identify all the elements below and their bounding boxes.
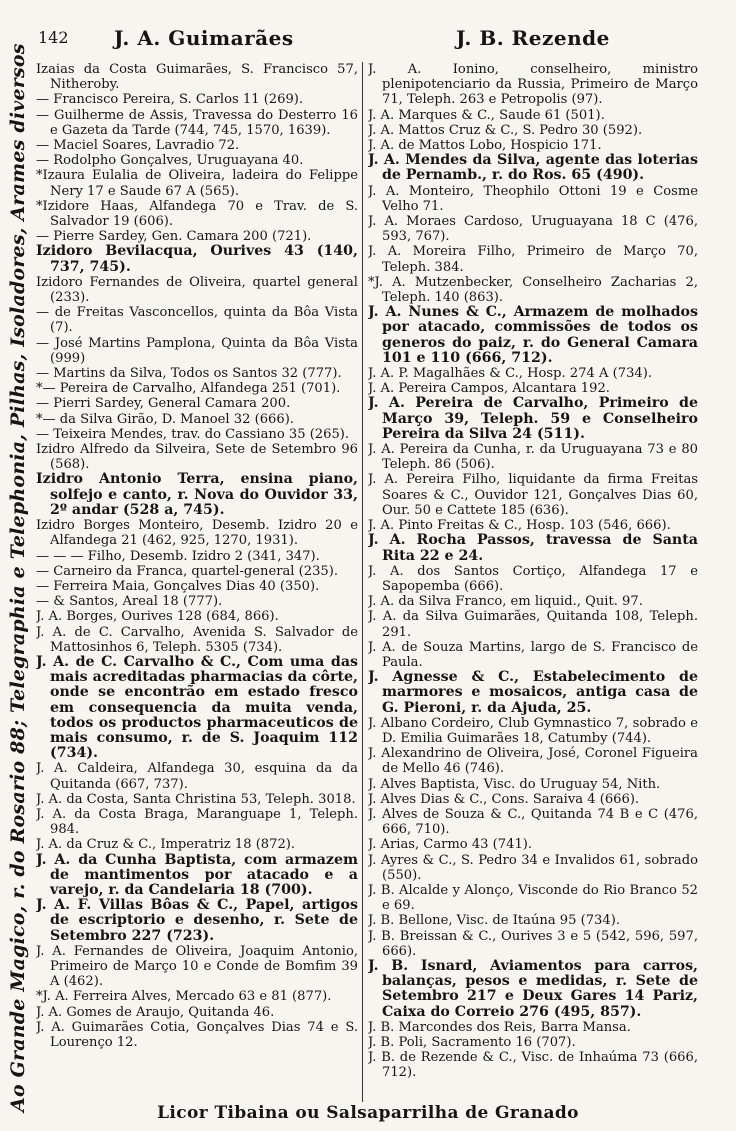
directory-entry: J. A. P. Magalhães & C., Hosp. 274 A (734). <box>368 366 653 382</box>
directory-entry: J. Albano Cordeiro, Club Gymnastico 7, sobrado e D. Emilia Guimarães 18, Catumby (744). <box>368 715 698 746</box>
directory-entry: J. A. de C. Carvalho & C., Com uma das mais acreditadas pharmacias da côrte, onde se encontrão em estado fresco em consequencia da muita venda, todos os productos pharmaceuticos de mais consumo, r. de S. Joaquim 112 (734). <box>36 653 358 762</box>
directory-entry: J. A. Pereira Campos, Alcantara 192. <box>368 381 610 397</box>
directory-entry: J. B. Isnard, Aviamentos para carros, balanças, pesos e medidas, r. Sete de Setembro 217 e Deux Gares 14 Pariz, Caixa do Correio 276 (495, 857). <box>368 957 698 1020</box>
left-column <box>36 62 358 1106</box>
directory-entry: J. A. Pereira de Carvalho, Primeiro de Março 39, Teleph. 59 e Conselheiro Pereira da Silva 24 (511). <box>368 395 698 442</box>
directory-entry: *— Pereira de Carvalho, Alfandega 251 (701). <box>36 381 341 397</box>
directory-entry: *— da Silva Girão, D. Manoel 32 (666). <box>36 411 294 427</box>
directory-entry: — Guilherme de Assis, Travessa do Desterro 16 e Gazeta da Tarde (744, 745, 1570, 1639). <box>36 107 358 138</box>
directory-entry: J. A. Moreira Filho, Primeiro de Março 70, Teleph. 384. <box>368 244 698 275</box>
directory-entry: J. Agnesse & C., Estabelecimento de marmores e mosaicos, antiga casa de G. Pieroni, r. da Ajuda, 25. <box>368 669 698 716</box>
directory-entry: J. B. Breissan & C., Ourives 3 e 5 (542, 596, 597, 666). <box>368 928 698 959</box>
directory-entry: J. A. Ionino, conselheiro, ministro plenipotenciario da Russia, Primeiro de Março 71, Teleph. 263 e Petropolis (97). <box>368 62 698 108</box>
directory-entry: J. Ayres & C., S. Pedro 34 e Invalidos 61, sobrado (550). <box>368 852 698 883</box>
directory-entry: J. B. Poli, Sacramento 16 (707). <box>368 1035 576 1050</box>
directory-entry: J. A. dos Santos Cortiço, Alfandega 17 e Sapopemba (666). <box>368 563 698 594</box>
directory-entry: J. A. F. Villas Bôas & C., Papel, artigos de escriptorio e desenho, r. Sete de Setembro 227 (723). <box>36 897 358 944</box>
directory-entry: Izidro Alfredo da Silveira, Sete de Setembro 96 (568). <box>36 442 358 473</box>
directory-entry: J. A. da Cruz & C., Imperatriz 18 (872). <box>36 837 296 853</box>
directory-entry: Izaias da Costa Guimarães, S. Francisco 57, Nitheroby. <box>36 62 358 93</box>
directory-entry: J. A. Pinto Freitas & C., Hosp. 103 (546, 666). <box>368 518 671 534</box>
directory-entry: J. A. Guimarães Cotia, Gonçalves Dias 74 e S. Lourenço 12. <box>36 1019 358 1050</box>
directory-entry: J. B. de Rezende & C., Visc. de Inhaúma 73 (666, 712). <box>368 1050 698 1081</box>
directory-entry: J. B. Bellone, Visc. de Itaúna 95 (734). <box>368 913 620 929</box>
directory-entry: J. A. Monteiro, Theophilo Ottoni 19 e Cosme Velho 71. <box>368 183 698 214</box>
directory-entry: J. A. Mattos Cruz & C., S. Pedro 30 (592). <box>368 122 643 138</box>
directory-entry: *J. A. Ferreira Alves, Mercado 63 e 81 (877). <box>36 989 332 1005</box>
right-column <box>368 62 698 1106</box>
page-header <box>38 26 698 56</box>
directory-entry: J. A. Fernandes de Oliveira, Joaquim Antonio, Primeiro de Março 10 e Conde de Bomfim 39 A (462). <box>36 943 358 990</box>
directory-entry: J. B. Marcondes dos Reis, Barra Mansa. <box>368 1019 631 1035</box>
directory-entry: — de Freitas Vasconcellos, quinta da Bôa Vista (7). <box>36 305 358 336</box>
directory-entry: J. A. da Costa Braga, Maranguape 1, Teleph. 984. <box>36 806 358 838</box>
directory-entry: J. Alves de Souza & C., Quitanda 74 B e C (476, 666, 710). <box>368 806 698 838</box>
directory-entry: — Rodolpho Gonçalves, Uruguayana 40. <box>36 153 304 169</box>
column-divider <box>362 62 363 1102</box>
directory-entry: J. Alves Baptista, Visc. do Uruguay 54, Nith. <box>368 776 661 792</box>
directory-entry: — Carneiro da Franca, quartel-general (235). <box>36 563 339 579</box>
directory-entry: J. A. Borges, Ourives 128 (684, 866). <box>36 609 279 625</box>
directory-entry: J. B. Alcalde y Alonço, Visconde do Rio Branco 52 e 69. <box>368 882 698 914</box>
directory-entry: J. Alexandrino de Oliveira, José, Coronel Figueira de Mello 46 (746). <box>368 746 698 777</box>
directory-entry: J. A. Marques & C., Saude 61 (501). <box>368 107 605 123</box>
directory-entry: J. A. Rocha Passos, travessa de Santa Rita 22 e 24. <box>368 532 698 564</box>
directory-entry: — Maciel Soares, Lavradio 72. <box>36 138 240 154</box>
directory-entry: J. A. Mendes da Silva, agente das loterias de Pernamb., r. do Ros. 65 (490). <box>368 152 698 184</box>
directory-entry: J. A. Nunes & C., Armazem de molhados por atacado, commissões de todos os generos do paiz, r. do General Camara 101 e 110 (666, 712). <box>368 304 698 366</box>
directory-entry: — Pierre Sardey, Gen. Camara 200 (721). <box>36 229 312 245</box>
directory-entry: — Pierri Sardey, General Camara 200. <box>36 396 291 412</box>
footer-advertisement: Licor Tibaina ou Salsaparrilha de Granado <box>157 1103 579 1123</box>
directory-entry: J. Alves Dias & C., Cons. Saraiva 4 (666). <box>368 791 640 807</box>
directory-entry: Izidro Borges Monteiro, Desemb. Izidro 20 e Alfandega 21 (462, 925, 1270, 1931). <box>36 518 358 549</box>
directory-entry: J. A. de Souza Martins, largo de S. Francisco de Paula. <box>368 639 698 670</box>
directory-entry: Izidoro Fernandes de Oliveira, quartel general (233). <box>36 274 358 306</box>
directory-entry: *J. A. Mutzenbecker, Conselheiro Zacharias 2, Teleph. 140 (863). <box>368 274 698 306</box>
directory-entry: *Izaura Eulalia de Oliveira, ladeira do Felippe Nery 17 e Saude 67 A (565). <box>36 168 358 199</box>
directory-entry: — — — Filho, Desemb. Izidro 2 (341, 347). <box>36 548 320 564</box>
directory-entry: J. A. Gomes de Araujo, Quitanda 46. <box>36 1004 275 1020</box>
directory-entry: — Teixeira Mendes, trav. do Cassiano 35 (265). <box>36 426 350 442</box>
directory-entry: — Martins da Silva, Todos os Santos 32 (777). <box>36 366 342 382</box>
directory-entry: J. A. Moraes Cardoso, Uruguayana 18 C (476, 593, 767). <box>368 214 698 245</box>
directory-entry: Izidoro Bevilacqua, Ourives 43 (140, 737, 745). <box>36 243 358 275</box>
directory-entry: J. Arias, Carmo 43 (741). <box>368 837 533 853</box>
running-head-left: J. A. Guimarães <box>114 26 294 50</box>
directory-entry: — José Martins Pamplona, Quinta da Bôa Vista (999) <box>36 335 358 366</box>
directory-entry: *Izidore Haas, Alfandega 70 e Trav. de S. Salvador 19 (606). <box>36 198 358 230</box>
directory-entry: J. A. da Costa, Santa Christina 53, Teleph. 3018. <box>36 791 356 807</box>
directory-entry: Izidro Antonio Terra, ensina piano, solfejo e canto, r. Nova do Ouvidor 33, 2º andar (528 a, 745). <box>36 471 358 518</box>
directory-entry: J. A. de C. Carvalho, Avenida S. Salvador de Mattosinhos 6, Teleph. 5305 (734). <box>36 624 358 655</box>
directory-entry: — Francisco Pereira, S. Carlos 11 (269). <box>36 92 304 108</box>
directory-entry: J. A. da Silva Guimarães, Quitanda 108, Teleph. 291. <box>368 609 698 640</box>
directory-entry: J. A. de Mattos Lobo, Hospicio 171. <box>368 138 602 154</box>
directory-entry: — Ferreira Maia, Gonçalves Dias 40 (350). <box>36 578 320 594</box>
directory-entry: J. A. da Cunha Baptista, com armazem de mantimentos por atacado e a varejo, r. da Candelaria 18 (700). <box>36 851 358 898</box>
directory-entry: J. A. da Silva Franco, em liquid., Quit. 97. <box>368 594 643 610</box>
directory-entry: — & Santos, Areal 18 (777). <box>36 594 223 610</box>
directory-entry: J. A. Caldeira, Alfandega 30, esquina da da Quitanda (667, 737). <box>36 761 358 792</box>
page-number: 142 <box>38 28 69 47</box>
directory-entry: J. A. Pereira Filho, liquidante da firma Freitas Soares & C., Ouvidor 121, Gonçalves Dias 60, Our. 50 e Cattete 185 (636). <box>368 472 698 518</box>
side-advertisement-banner: Ao Grande Magico, r. do Rosario 88; Telegraphia e Telephonia, Pilhas, Isoladores, Arames diversos <box>7 43 29 1112</box>
running-head-right: J. B. Rezende <box>456 26 610 50</box>
directory-entry: J. A. Pereira da Cunha, r. da Uruguayana 73 e 80 Teleph. 86 (506). <box>368 442 698 473</box>
